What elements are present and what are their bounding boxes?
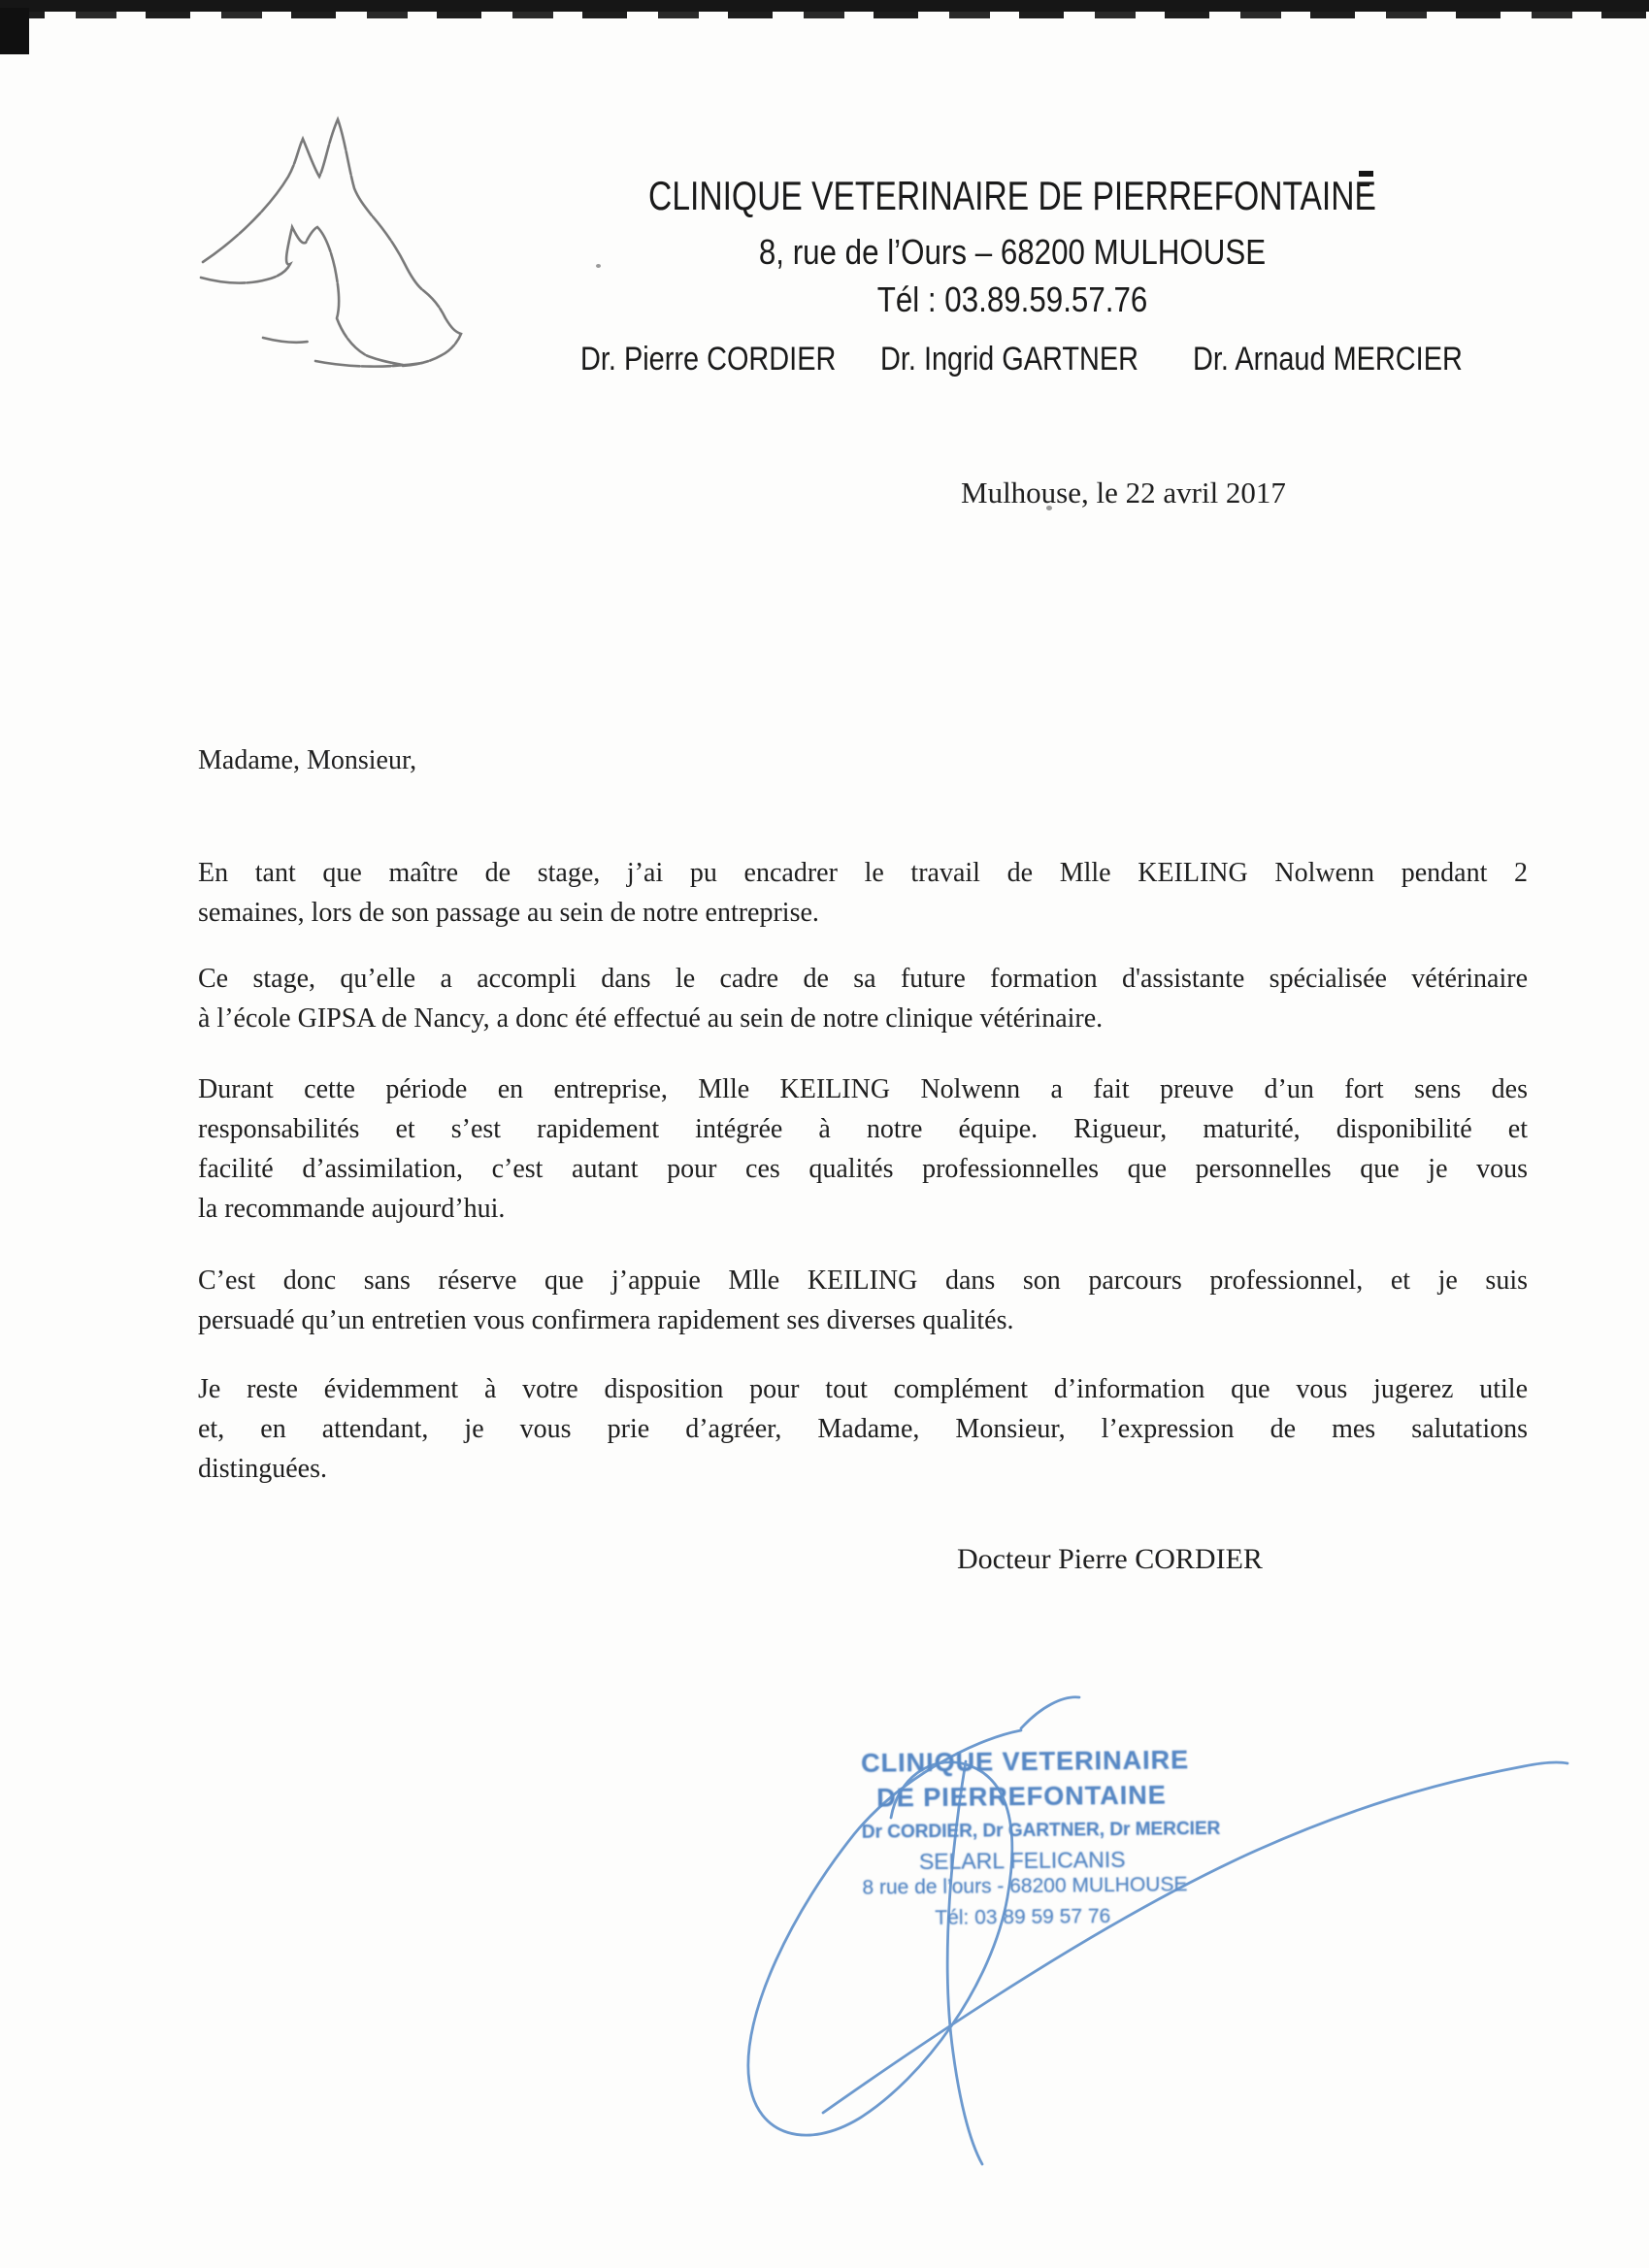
stamp-line: DE PIERREFONTAINE	[876, 1780, 1167, 1813]
letter-line: C’est donc sans réserve que j’appuie Mlle KEILING dans son parcours professionnel, et je suis	[198, 1265, 1528, 1296]
closing-signatory-name: Docteur Pierre CORDIER	[957, 1543, 1263, 1575]
letter-line: Je reste évidemment à votre disposition pour tout complément d’information que vous jugerez utile	[198, 1374, 1528, 1404]
stamp-line: SELARL FELICANIS	[918, 1846, 1126, 1875]
letter-line: semaines, lors de son passage au sein de notre entreprise.	[198, 898, 819, 928]
handwritten-signature	[670, 1664, 1582, 2208]
scan-artifact-top-strip	[0, 0, 1649, 12]
doctor-name-cordier: Dr. Pierre CORDIER	[580, 341, 837, 378]
scan-artifact-corner-block	[0, 8, 29, 54]
clinic-address: 8, rue de l’Ours – 68200 MULHOUSE	[758, 232, 1267, 272]
stamp-line: Dr CORDIER, Dr GARTNER, Dr MERCIER	[861, 1818, 1221, 1843]
clinic-name: CLINIQUE VETERINAIRE DE PIERREFONTAINE	[648, 173, 1376, 218]
letter-line: En tant que maître de stage, j’ai pu encadrer le travail de Mlle KEILING Nolwenn pendant 2	[198, 858, 1528, 888]
letter-line: responsabilités et s’est rapidement intégrée à notre équipe. Rigueur, maturité, disponibilité et	[198, 1114, 1528, 1144]
letter-line: à l’école GIPSA de Nancy, a donc été effectué au sein de notre clinique vétérinaire.	[198, 1003, 1104, 1034]
clinic-phone: Tél : 03.89.59.57.76	[876, 279, 1148, 319]
doctor-name-gartner: Dr. Ingrid GARTNER	[880, 341, 1139, 378]
stamp-line: CLINIQUE VETERINAIRE	[860, 1745, 1190, 1778]
letter-line: Durant cette période en entreprise, Mlle KEILING Nolwenn a fait preuve d’un fort sens des	[198, 1074, 1528, 1104]
date-line: Mulhouse, le 22 avril 2017	[961, 476, 1286, 509]
scan-artifact-speck	[596, 264, 601, 268]
scan-artifact-top-dashes	[0, 12, 1649, 18]
stamp-line: Tél: 03 89 59 57 76	[935, 1905, 1111, 1929]
stamp-line: 8 rue de l’ours - 68200 MULHOUSE	[862, 1873, 1188, 1899]
letter-line: facilité d’assimilation, c’est autant pour ces qualités professionnelles que personnelles que je vous	[198, 1154, 1528, 1184]
clinic-logo-dog-cat-outline-icon	[189, 97, 480, 388]
letter-line: distinguées.	[198, 1454, 327, 1484]
letter-line: persuadé qu’un entretien vous confirmera rapidement ses diverses qualités.	[198, 1305, 1014, 1335]
letter-line: Ce stage, qu’elle a accompli dans le cadre de sa future formation d'assistante spécialisée vétérinaire	[198, 964, 1528, 994]
doctor-name-mercier: Dr. Arnaud MERCIER	[1193, 341, 1463, 378]
letter-line: la recommande aujourd’hui.	[198, 1194, 506, 1224]
salutation: Madame, Monsieur,	[198, 745, 417, 775]
letter-line: et, en attendant, je vous prie d’agréer, Madame, Monsieur, l’expression de mes salutations	[198, 1414, 1528, 1444]
